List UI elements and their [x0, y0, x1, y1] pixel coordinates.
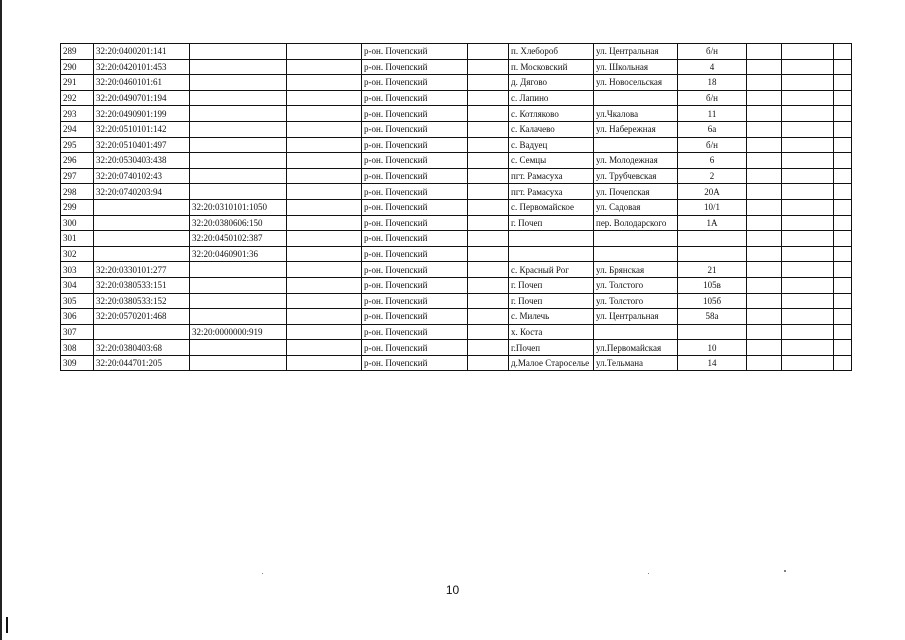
- empty-cell: [747, 153, 782, 169]
- settlement-cell: с. Красный Рог: [509, 262, 594, 278]
- cadastral-number-cell: 32:20:0380403:68: [94, 340, 190, 356]
- street-cell: ул. Садовая: [594, 199, 678, 215]
- cadastral-number-alt-cell: [190, 153, 287, 169]
- empty-cell: [468, 355, 509, 371]
- page-number: 10: [445, 583, 460, 597]
- empty-cell: [782, 293, 834, 309]
- empty-cell: [834, 59, 852, 75]
- table-row: [61, 153, 852, 169]
- house-number-cell: б/н: [678, 44, 747, 60]
- cadastral-number-cell: 32:20:0510401:497: [94, 137, 190, 153]
- district-cell: р-он. Почепский: [362, 309, 468, 325]
- empty-cell: [747, 121, 782, 137]
- table-row: [61, 277, 852, 293]
- house-number-cell: 10: [678, 340, 747, 356]
- empty-cell: [468, 215, 509, 231]
- cadastral-number-cell: [94, 231, 190, 247]
- row-number-cell: 292: [61, 90, 94, 106]
- empty-cell: [287, 106, 362, 122]
- cadastral-number-cell: 32:20:0510101:142: [94, 121, 190, 137]
- table-row: [61, 44, 852, 60]
- cadastral-number-cell: 32:20:0530403:438: [94, 153, 190, 169]
- empty-cell: [468, 44, 509, 60]
- empty-cell: [468, 75, 509, 91]
- house-number-cell: 10/1: [678, 199, 747, 215]
- empty-cell: [468, 137, 509, 153]
- empty-cell: [782, 106, 834, 122]
- empty-cell: [287, 44, 362, 60]
- empty-cell: [782, 121, 834, 137]
- empty-cell: [747, 44, 782, 60]
- empty-cell: [782, 75, 834, 91]
- row-number-cell: 293: [61, 106, 94, 122]
- empty-cell: [287, 75, 362, 91]
- street-cell: ул.Первомайская: [594, 340, 678, 356]
- empty-cell: [834, 90, 852, 106]
- house-number-cell: б/н: [678, 137, 747, 153]
- empty-cell: [782, 355, 834, 371]
- cadastral-number-alt-cell: [190, 262, 287, 278]
- street-cell: ул. Почепская: [594, 184, 678, 200]
- empty-cell: [747, 277, 782, 293]
- empty-cell: [782, 168, 834, 184]
- empty-cell: [747, 309, 782, 325]
- table-row: [61, 106, 852, 122]
- settlement-cell: г. Почеп: [509, 277, 594, 293]
- empty-cell: [468, 121, 509, 137]
- table-row: [61, 293, 852, 309]
- settlement-cell: [509, 231, 594, 247]
- empty-cell: [287, 355, 362, 371]
- street-cell: ул. Брянская: [594, 262, 678, 278]
- empty-cell: [747, 90, 782, 106]
- cadastral-number-alt-cell: 32:20:0450102:387: [190, 231, 287, 247]
- district-cell: р-он. Почепский: [362, 199, 468, 215]
- register-table: [60, 43, 852, 371]
- row-number-cell: 296: [61, 153, 94, 169]
- empty-cell: [287, 121, 362, 137]
- cadastral-number-alt-cell: [190, 277, 287, 293]
- table-row: [61, 324, 852, 340]
- empty-cell: [782, 277, 834, 293]
- cadastral-number-cell: [94, 324, 190, 340]
- cadastral-number-cell: 32:20:0460101:61: [94, 75, 190, 91]
- empty-cell: [782, 199, 834, 215]
- table-row: [61, 215, 852, 231]
- district-cell: р-он. Почепский: [362, 340, 468, 356]
- empty-cell: [287, 340, 362, 356]
- empty-cell: [782, 262, 834, 278]
- street-cell: ул. Трубчевская: [594, 168, 678, 184]
- table-row: [61, 262, 852, 278]
- row-number-cell: 304: [61, 277, 94, 293]
- house-number-cell: 20А: [678, 184, 747, 200]
- row-number-cell: 300: [61, 215, 94, 231]
- empty-cell: [287, 277, 362, 293]
- street-cell: [594, 90, 678, 106]
- cadastral-number-cell: 32:20:0420101:453: [94, 59, 190, 75]
- empty-cell: [747, 324, 782, 340]
- district-cell: р-он. Почепский: [362, 44, 468, 60]
- empty-cell: [468, 293, 509, 309]
- settlement-cell: [509, 246, 594, 262]
- district-cell: р-он. Почепский: [362, 121, 468, 137]
- scan-speck: [784, 570, 786, 572]
- row-number-cell: 301: [61, 231, 94, 247]
- row-number-cell: 302: [61, 246, 94, 262]
- empty-cell: [747, 75, 782, 91]
- cadastral-number-cell: [94, 246, 190, 262]
- street-cell: ул. Центральная: [594, 309, 678, 325]
- empty-cell: [834, 168, 852, 184]
- district-cell: р-он. Почепский: [362, 137, 468, 153]
- empty-cell: [834, 340, 852, 356]
- cadastral-number-cell: 32:20:0570201:468: [94, 309, 190, 325]
- empty-cell: [782, 184, 834, 200]
- empty-cell: [287, 90, 362, 106]
- cadastral-number-alt-cell: [190, 75, 287, 91]
- table-row: [61, 355, 852, 371]
- cadastral-number-alt-cell: [190, 106, 287, 122]
- cadastral-number-cell: [94, 199, 190, 215]
- house-number-cell: [678, 246, 747, 262]
- empty-cell: [287, 262, 362, 278]
- empty-cell: [468, 340, 509, 356]
- table-row: [61, 75, 852, 91]
- empty-cell: [747, 137, 782, 153]
- settlement-cell: с. Лапино: [509, 90, 594, 106]
- empty-cell: [468, 59, 509, 75]
- district-cell: р-он. Почепский: [362, 262, 468, 278]
- row-number-cell: 305: [61, 293, 94, 309]
- row-number-cell: 294: [61, 121, 94, 137]
- empty-cell: [782, 90, 834, 106]
- settlement-cell: г. Почеп: [509, 293, 594, 309]
- house-number-cell: 6: [678, 153, 747, 169]
- empty-cell: [747, 340, 782, 356]
- empty-cell: [834, 309, 852, 325]
- empty-cell: [747, 262, 782, 278]
- table-row: [61, 137, 852, 153]
- street-cell: ул.Чкалова: [594, 106, 678, 122]
- empty-cell: [287, 231, 362, 247]
- street-cell: ул. Центральная: [594, 44, 678, 60]
- empty-cell: [782, 246, 834, 262]
- empty-cell: [287, 246, 362, 262]
- cadastral-number-alt-cell: [190, 44, 287, 60]
- empty-cell: [747, 355, 782, 371]
- cadastral-number-cell: [94, 215, 190, 231]
- table-row: [61, 121, 852, 137]
- settlement-cell: д. Дягово: [509, 75, 594, 91]
- table-row: [61, 246, 852, 262]
- empty-cell: [468, 309, 509, 325]
- row-number-cell: 299: [61, 199, 94, 215]
- empty-cell: [834, 184, 852, 200]
- street-cell: ул. Толстого: [594, 293, 678, 309]
- settlement-cell: г.Почеп: [509, 340, 594, 356]
- settlement-cell: п. Хлебороб: [509, 44, 594, 60]
- scan-speck: [262, 573, 263, 574]
- empty-cell: [468, 168, 509, 184]
- empty-cell: [834, 231, 852, 247]
- street-cell: ул. Набережная: [594, 121, 678, 137]
- settlement-cell: с. Котляково: [509, 106, 594, 122]
- empty-cell: [782, 59, 834, 75]
- empty-cell: [834, 106, 852, 122]
- district-cell: р-он. Почепский: [362, 355, 468, 371]
- empty-cell: [747, 184, 782, 200]
- empty-cell: [287, 168, 362, 184]
- district-cell: р-он. Почепский: [362, 168, 468, 184]
- house-number-cell: 11: [678, 106, 747, 122]
- empty-cell: [287, 324, 362, 340]
- table-row: [61, 184, 852, 200]
- settlement-cell: г. Почеп: [509, 215, 594, 231]
- empty-cell: [834, 246, 852, 262]
- house-number-cell: 18: [678, 75, 747, 91]
- empty-cell: [747, 215, 782, 231]
- settlement-cell: с. Семцы: [509, 153, 594, 169]
- cadastral-number-alt-cell: [190, 59, 287, 75]
- empty-cell: [782, 137, 834, 153]
- empty-cell: [468, 184, 509, 200]
- settlement-cell: пгт. Рамасуха: [509, 184, 594, 200]
- empty-cell: [834, 199, 852, 215]
- settlement-cell: с. Вадуец: [509, 137, 594, 153]
- settlement-cell: пгт. Рамасуха: [509, 168, 594, 184]
- empty-cell: [834, 121, 852, 137]
- district-cell: р-он. Почепский: [362, 59, 468, 75]
- cadastral-number-cell: 32:20:0740102:43: [94, 168, 190, 184]
- empty-cell: [287, 215, 362, 231]
- cadastral-number-alt-cell: [190, 340, 287, 356]
- empty-cell: [287, 199, 362, 215]
- settlement-cell: х. Коста: [509, 324, 594, 340]
- street-cell: пер. Володарского: [594, 215, 678, 231]
- empty-cell: [747, 293, 782, 309]
- cadastral-number-alt-cell: [190, 293, 287, 309]
- empty-cell: [287, 184, 362, 200]
- district-cell: р-он. Почепский: [362, 106, 468, 122]
- empty-cell: [834, 153, 852, 169]
- empty-cell: [468, 106, 509, 122]
- empty-cell: [287, 137, 362, 153]
- settlement-cell: с. Калачево: [509, 121, 594, 137]
- district-cell: р-он. Почепский: [362, 324, 468, 340]
- row-number-cell: 308: [61, 340, 94, 356]
- cadastral-number-cell: 32:20:0380533:151: [94, 277, 190, 293]
- settlement-cell: п. Московский: [509, 59, 594, 75]
- empty-cell: [468, 153, 509, 169]
- house-number-cell: 58а: [678, 309, 747, 325]
- empty-cell: [468, 246, 509, 262]
- row-number-cell: 295: [61, 137, 94, 153]
- empty-cell: [747, 199, 782, 215]
- row-number-cell: 290: [61, 59, 94, 75]
- street-cell: [594, 137, 678, 153]
- empty-cell: [834, 293, 852, 309]
- table-row: [61, 90, 852, 106]
- cadastral-number-cell: 32:20:0380533:152: [94, 293, 190, 309]
- cadastral-number-cell: 32:20:044701:205: [94, 355, 190, 371]
- street-cell: ул. Молодежная: [594, 153, 678, 169]
- empty-cell: [468, 277, 509, 293]
- empty-cell: [287, 153, 362, 169]
- district-cell: р-он. Почепский: [362, 90, 468, 106]
- street-cell: ул. Толстого: [594, 277, 678, 293]
- empty-cell: [468, 90, 509, 106]
- empty-cell: [782, 324, 834, 340]
- page-left-edge: [0, 0, 2, 640]
- street-cell: ул. Школьная: [594, 59, 678, 75]
- district-cell: р-он. Почепский: [362, 246, 468, 262]
- house-number-cell: 14: [678, 355, 747, 371]
- table-row: [61, 309, 852, 325]
- empty-cell: [287, 309, 362, 325]
- empty-cell: [834, 262, 852, 278]
- cadastral-number-alt-cell: [190, 184, 287, 200]
- district-cell: р-он. Почепский: [362, 277, 468, 293]
- scan-mark: [6, 617, 8, 633]
- house-number-cell: 1А: [678, 215, 747, 231]
- street-cell: [594, 231, 678, 247]
- cadastral-number-alt-cell: [190, 121, 287, 137]
- house-number-cell: 21: [678, 262, 747, 278]
- empty-cell: [468, 231, 509, 247]
- empty-cell: [834, 44, 852, 60]
- district-cell: р-он. Почепский: [362, 184, 468, 200]
- district-cell: р-он. Почепский: [362, 293, 468, 309]
- settlement-cell: с. Милечь: [509, 309, 594, 325]
- street-cell: ул. Новосельская: [594, 75, 678, 91]
- row-number-cell: 297: [61, 168, 94, 184]
- empty-cell: [287, 59, 362, 75]
- row-number-cell: 309: [61, 355, 94, 371]
- cadastral-number-cell: 32:20:0400201:141: [94, 44, 190, 60]
- row-number-cell: 303: [61, 262, 94, 278]
- table-row: [61, 231, 852, 247]
- cadastral-number-alt-cell: [190, 137, 287, 153]
- empty-cell: [782, 215, 834, 231]
- empty-cell: [834, 215, 852, 231]
- empty-cell: [468, 199, 509, 215]
- street-cell: [594, 246, 678, 262]
- house-number-cell: 6а: [678, 121, 747, 137]
- cadastral-number-cell: 32:20:0330101:277: [94, 262, 190, 278]
- empty-cell: [747, 106, 782, 122]
- district-cell: р-он. Почепский: [362, 231, 468, 247]
- cadastral-number-alt-cell: 32:20:0380606:150: [190, 215, 287, 231]
- empty-cell: [782, 153, 834, 169]
- row-number-cell: 289: [61, 44, 94, 60]
- cadastral-number-alt-cell: 32:20:0310101:1050: [190, 199, 287, 215]
- house-number-cell: [678, 324, 747, 340]
- house-number-cell: 105в: [678, 277, 747, 293]
- row-number-cell: 298: [61, 184, 94, 200]
- cadastral-number-alt-cell: 32:20:0460901:36: [190, 246, 287, 262]
- street-cell: ул.Тельмана: [594, 355, 678, 371]
- cadastral-number-alt-cell: [190, 168, 287, 184]
- table-row: [61, 59, 852, 75]
- register-body: [61, 44, 852, 371]
- district-cell: р-он. Почепский: [362, 75, 468, 91]
- empty-cell: [834, 355, 852, 371]
- house-number-cell: 4: [678, 59, 747, 75]
- house-number-cell: 105б: [678, 293, 747, 309]
- empty-cell: [747, 231, 782, 247]
- empty-cell: [834, 277, 852, 293]
- empty-cell: [747, 59, 782, 75]
- cadastral-number-cell: 32:20:0740203:94: [94, 184, 190, 200]
- scan-speck: [648, 573, 649, 574]
- cadastral-number-alt-cell: [190, 90, 287, 106]
- cadastral-number-alt-cell: 32:20:0000000:919: [190, 324, 287, 340]
- cadastral-number-cell: 32:20:0490701:194: [94, 90, 190, 106]
- empty-cell: [834, 137, 852, 153]
- cadastral-number-alt-cell: [190, 309, 287, 325]
- empty-cell: [782, 44, 834, 60]
- empty-cell: [287, 293, 362, 309]
- district-cell: р-он. Почепский: [362, 215, 468, 231]
- empty-cell: [747, 246, 782, 262]
- settlement-cell: с. Первомайское: [509, 199, 594, 215]
- empty-cell: [747, 168, 782, 184]
- row-number-cell: 291: [61, 75, 94, 91]
- row-number-cell: 307: [61, 324, 94, 340]
- house-number-cell: [678, 231, 747, 247]
- empty-cell: [468, 324, 509, 340]
- house-number-cell: б/н: [678, 90, 747, 106]
- street-cell: [594, 324, 678, 340]
- cadastral-number-cell: 32:20:0490901:199: [94, 106, 190, 122]
- table-row: [61, 168, 852, 184]
- row-number-cell: 306: [61, 309, 94, 325]
- empty-cell: [782, 340, 834, 356]
- empty-cell: [782, 309, 834, 325]
- cadastral-number-alt-cell: [190, 355, 287, 371]
- empty-cell: [834, 75, 852, 91]
- empty-cell: [834, 324, 852, 340]
- settlement-cell: д.Малое Староселье: [509, 355, 594, 371]
- empty-cell: [782, 231, 834, 247]
- house-number-cell: 2: [678, 168, 747, 184]
- table-row: [61, 199, 852, 215]
- empty-cell: [468, 262, 509, 278]
- table-row: [61, 340, 852, 356]
- district-cell: р-он. Почепский: [362, 153, 468, 169]
